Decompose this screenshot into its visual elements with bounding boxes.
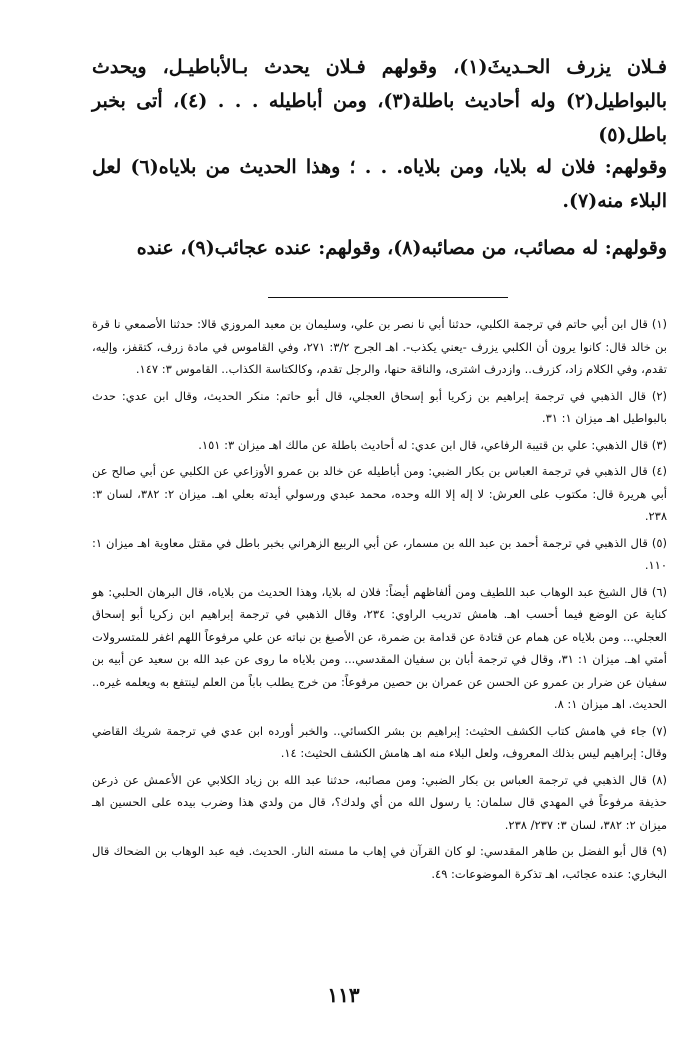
footnote-4: (٤) قال الذهبي في ترجمة العباس بن بكار الضبي: ومن أباطيله عن خالد بن عمرو الأوزاعي عن الكلبي عن أبي صالح عن أبي هريرة قال: مكتوب على العرش: لا إله إلا الله وحده، محمد عبدي ورسولي أيدته بعلي اهـ. ميزان ٢: ٣٨٢، لسان ٣: ٢٣٨. [92,464,667,523]
footnote-3: (٣) قال الذهبي: علي بن قتيبة الرفاعي، قال ابن عدي: له أحاديث باطلة عن مالك اهـ ميزان ٣: ١٥١. [198,437,667,452]
footnotes [92,313,667,889]
main-paragraph-3: وقولهم: له مصائب، من مصائبه(٨)، وقولهم: عنده عجائب(٩)، عنده [136,237,667,259]
page-number: ١١٣ [327,983,360,1007]
footnote-7: (٧) جاء في هامش كتاب الكشف الحثيث: إبراهيم بن بشر الكسائي.. والخبر أورده ابن عدي في ترجمة شريك القاضي وقال: إبراهيم ليس بذلك المعروف، ولعل البلاء منه اهـ هامش الكشف الحثيث: ١٤. [92,723,667,760]
footnote-8: (٨) قال الذهبي في ترجمة العباس بن بكار الضبي: ومن مصائبه، حدثنا عبد الله بن زياد الكلابي عن الأعمش عن ذرعن حذيفة مرفوعاً في المهدي قال سلمان: يا رسول الله من أي ولدك؟، قال من ولدي هذا وضرب بيده على الحسين اهـ ميزان ٢: ٣٨٢، لسان ٣: ٢٣٧/ ٢٣٨. [92,772,667,832]
footnote-2: (٢) قال الذهبي في ترجمة إبراهيم بن زكريا أبو إسحاق العجلي، قال أبو حاتم: منكر الحديث، وقال ابن عدي: حدث بالبواطيل اهـ ميزان ١: ٣١. [92,388,667,425]
footnote-9: (٩) قال أبو الفضل بن طاهر المقدسي: لو كان القرآن في إهاب ما مسته النار. الحديث. فيه عبد الوهاب بن الضحاك قال البخاري: عنده عجائب، اهـ تذكرة الموضوعات: ٤٩. [92,844,667,881]
footnote-1: (١) قال ابن أبي حاتم في ترجمة الكلبي، حدثنا أبي نا نصر بن علي، وسليمان بن معبد المروزي قالا: حدثنا الأصمعي نا قرة بن خالد قال: كانوا يرون أن الكلبي يزرف -يعني يكذب-. اهـ الجرح ٣/٢: ٢٧١، وفي القاموس في مادة زرف، كتقفز، وإليه، تقدم، وفي الكلام زاد، كزرف.. وازدرف اشترى، والناقة حنها، والرجل تقدم، وكالكتاسة الكذاب.. القاموس ٣: ١٤٧. [92,317,668,376]
footnote-5: (٥) قال الذهبي في ترجمة أحمد بن عبد الله بن مسمار، عن أبي الربيع الزهراني بخبر باطل في مقتل معاوية اهـ ميزان ١: ١١٠. [92,535,667,572]
footnote-6: (٦) قال الشيخ عبد الوهاب عبد اللطيف ومن ألفاظهم أيضاً: فلان له بلايا، وهذا الحديث من بلاياه، قال البرهان الحلبي: هو كناية عن الوضع فيما أحسب اهـ. هامش تدريب الراوي: ٢٣٤، وقال الذهبي في ترجمة إبراهيم ابن زكريا أبو إسحاق العجلي... ومن بلاياه عن همام عن قتادة عن قدامة بن ضمرة، عن الأصبغ بن نباته عن علي مرفوعاً اللهم اغفر للمتسرولات أمتي اهـ. ميزان ١: ٣١، وقال في ترجمة أبان بن سفيان المقدسي... ومن بلاياه ما روى عن عبد الله بن سعيد عن أبيه بن سفيان عن ضرار بن عمرو عن الحسن عن عمران بن حصين مرفوعاً: من خرج يطلب باباً من العلم لينتفع به ويعلمه غيره.. الحديث. اهـ ميزان ١: ٨. [92,584,668,711]
main-paragraph-1: فـلان يزرف الحـديثَ(١)، وقولهم فـلان يحدث بـالأباطيـل، ويحدث بالبواطيل(٢) وله أحاديث باطلة(٣)، ومن أباطيله . . . (٤)، أتى بخبر باطل(٥) [92,56,667,146]
footnote-separator [268,297,508,298]
main-paragraph-2: وقولهم: فلان له بلايا، ومن بلاياه. . . ؛ وهذا الحديث من بلاياه(٦) لعل البلاء منه(٧). [92,156,667,212]
